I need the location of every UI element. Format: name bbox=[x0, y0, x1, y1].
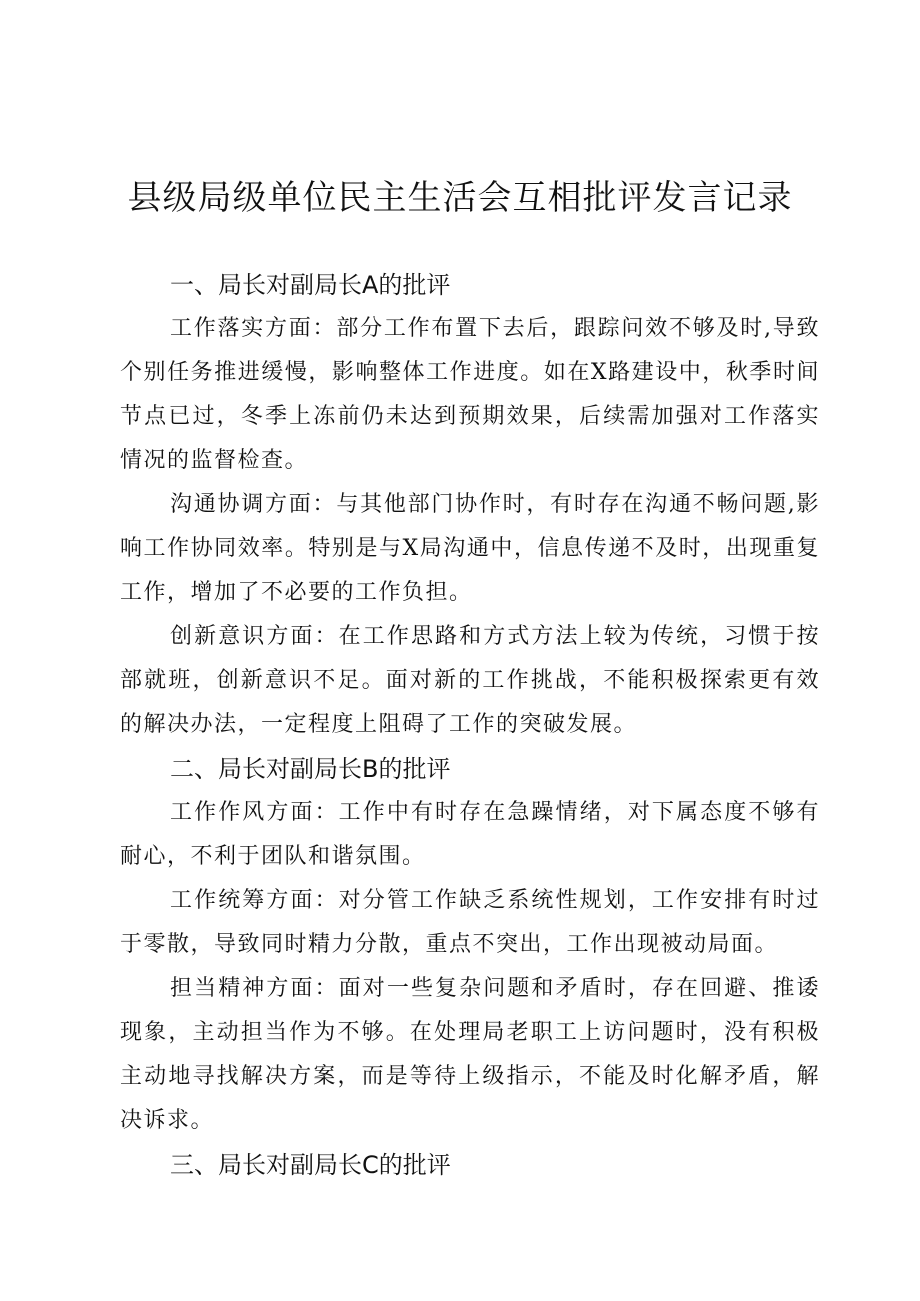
document-title: 县级局级单位民主生活会互相批评发言记录 bbox=[127, 178, 793, 218]
section-heading: 一、局长对副局长A的批评 bbox=[170, 271, 451, 299]
document-body bbox=[120, 263, 820, 1187]
paragraph: 沟通协调方面：与其他部门协作时，有时存在沟通不畅问题,影响工作协同效率。特别是与X局沟通中，信息传递不及时，出现重复工作，增加了不必要的工作负担。 bbox=[120, 492, 820, 605]
section-heading: 三、局长对副局长C的批评 bbox=[170, 1151, 451, 1179]
paragraph: 创新意识方面：在工作思路和方式方法上较为传统，习惯于按部就班，创新意识不足。面对新的工作挑战，不能积极探索更有效的解决办法，一定程度上阻碍了工作的突破发展。 bbox=[120, 624, 820, 737]
paragraph: 担当精神方面：面对一些复杂问题和矛盾时，存在回避、推诿现象，主动担当作为不够。在处理局老职工上访问题时，没有积极主动地寻找解决方案，而是等待上级指示，不能及时化解矛盾，解决诉求。 bbox=[120, 976, 820, 1133]
paragraph: 工作作风方面：工作中有时存在急躁情绪，对下属态度不够有耐心，不利于团队和谐氛围。 bbox=[120, 800, 820, 869]
section-heading: 二、局长对副局长B的批评 bbox=[170, 755, 451, 783]
paragraph: 工作统筹方面：对分管工作缺乏系统性规划，工作安排有时过于零散，导致同时精力分散，重点不突出，工作出现被动局面。 bbox=[120, 888, 820, 957]
paragraph: 工作落实方面：部分工作布置下去后，跟踪问效不够及时,导致个别任务推进缓慢，影响整体工作进度。如在X路建设中，秋季时间节点已过，冬季上冻前仍未达到预期效果，后续需加强对工作落实情况的监督检查。 bbox=[120, 316, 820, 473]
